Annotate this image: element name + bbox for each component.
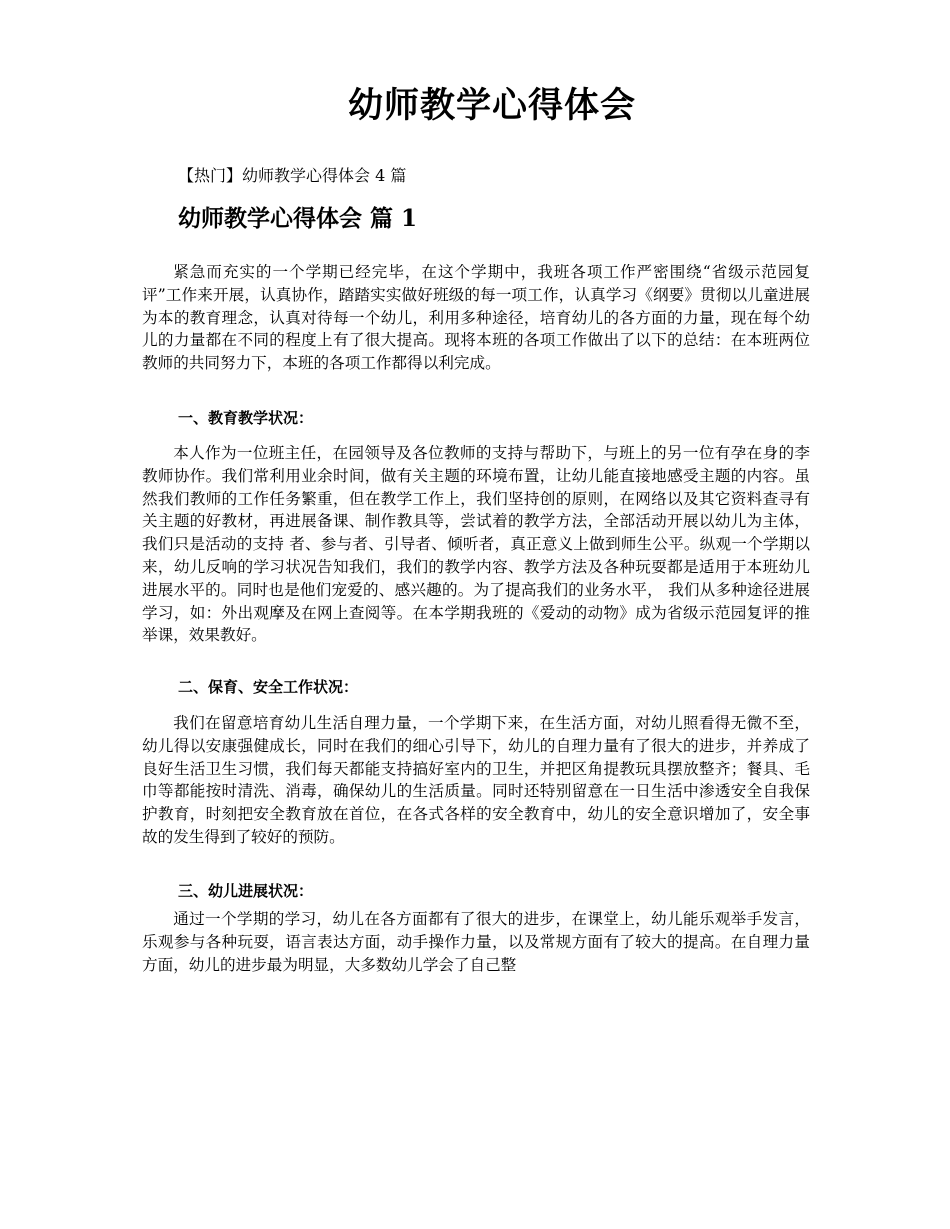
section-title: 幼师教学心得体会 篇 1 bbox=[178, 205, 418, 232]
heading-safety: 二、保育、安全工作状况： bbox=[178, 678, 359, 696]
education-paragraph: 本人作为一位班主任，在园领导及各位教师的支持与帮助下，与班上的另一位有孕在身的李教师协作。我们常利用业余时间，做有关主题的环境布置，让幼儿能直接地感受主题的内容。虽然我们教师的工作任务繁重，但在教学工作上，我们坚持创的原则，在网络以及其它资料查寻有关主题的好教材，再进展备课、制作教具等，尝试着的教学方法，全部活动开展以幼儿为主体，我们只是活动的支持 者、参与者、引导者、倾听者，真正意义上做到师生公平。纵观一个学期以来，幼儿反响的学习状况告知我们，我们的教学内容、教学方法及各种玩耍都是适用于本班幼儿进展水平的。同时也是他们宠爱的、感兴趣的。为了提高我们的业务水平， 我们从多种途径进展学习，如：外出观摩及在网上查阅等。在本学期我班的《爱动的动物》成为省级示范园复评的推举课，效果教好。 bbox=[142, 444, 810, 645]
document-subtitle: 【热门】幼师教学心得体会 4 篇 bbox=[178, 166, 407, 185]
safety-paragraph: 我们在留意培育幼儿生活自理力量，一个学期下来，在生活方面，对幼儿照看得无微不至，幼儿得以安康强健成长，同时在我们的细心引导下，幼儿的自理力量有了很大的进步，并养成了良好生活卫生习惯，我们每天都能支持搞好室内的卫生，并把区角提教玩具摆放整齐；餐具、毛巾等都能按时清洗、消毒，确保幼儿的生活质量。同时还特别留意在一日生活中渗透安全自我保护教育，时刻把安全教育放在首位，在各式各样的安全教育中，幼儿的安全意识增加了，安全事故的发生得到了较好的预防。 bbox=[142, 714, 810, 846]
document-title: 幼师教学心得体会 bbox=[347, 86, 636, 126]
development-paragraph: 通过一个学期的学习，幼儿在各方面都有了很大的进步，在课堂上，幼儿能乐观举手发言，乐观参与各种玩耍，语言表达方面，动手操作力量，以及常规方面有了较大的提高。在自理力量方面，幼儿的进步最为明显，大多数幼儿学会了自己整 bbox=[142, 910, 810, 974]
heading-development: 三、幼儿进展状况： bbox=[178, 882, 314, 900]
intro-paragraph: 紧急而充实的一个学期已经完毕，在这个学期中，我班各项工作严密围绕“省级示范园复评”工作来开展，认真协作，踏踏实实做好班级的每一项工作，认真学习《纲要》贯彻以儿童进展为本的教育理念，认真对待每一个幼儿，利用多种途径，培育幼儿的各方面的力量，现在每个幼儿的力量都在不同的程度上有了很大提高。现将本班的各项工作做出了以下的总结：在本班两位教师的共同努力下，本班的各项工作都得以利完成。 bbox=[142, 263, 810, 373]
heading-education: 一、教育教学状况： bbox=[178, 409, 314, 427]
